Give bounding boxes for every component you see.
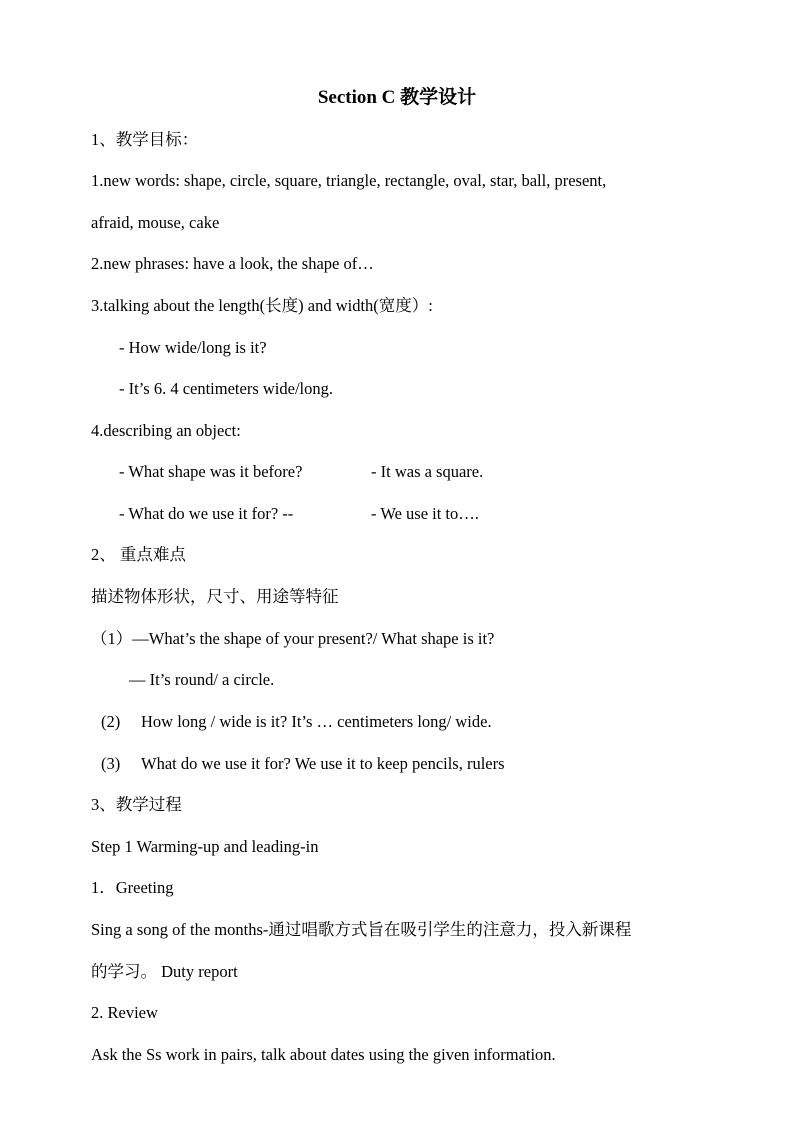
key-point-3-text: What do we use it for? We use it to keep pencils, rulers <box>141 754 505 773</box>
key-points-intro: 描述物体形状，尺寸、用途等特征 <box>91 587 339 606</box>
new-words-line: 1.new words: shape, circle, square, triangle, rectangle, oval, star, ball, present, <box>91 171 607 190</box>
use-answer: - We use it to…. <box>371 504 479 523</box>
page-title: Section C 教学设计 <box>317 87 477 108</box>
use-question: - What do we use it for? -- <box>119 504 294 523</box>
step-1-heading: Step 1 Warming-up and leading-in <box>91 837 319 856</box>
key-point-1-answer: — It’s round/ a circle. <box>129 670 275 689</box>
sing-song-continued: 的学习。 Duty report <box>91 962 238 981</box>
shape-question: - What shape was it before? <box>119 462 303 481</box>
pair-work-line: Ask the Ss work in pairs, talk about dates using the given information. <box>91 1045 556 1064</box>
greeting-line: 1．Greeting <box>91 878 174 897</box>
dialogue-question: - How wide/long is it? <box>119 338 267 357</box>
key-point-3-number: (3) <box>101 754 121 773</box>
new-phrases-line: 2.new phrases: have a look, the shape of… <box>91 254 374 273</box>
key-point-2-number: (2) <box>101 712 121 731</box>
sing-song-line: Sing a song of the months-通过唱歌方式旨在吸引学生的注意力，投入新课程 <box>91 920 632 939</box>
section-2-heading: 2、 重点难点 <box>91 545 186 564</box>
key-point-2-text: How long / wide is it? It’s … centimeters long/ wide. <box>141 712 492 731</box>
dialogue-answer: - It’s 6. 4 centimeters wide/long. <box>119 379 333 398</box>
describing-object-line: 4.describing an object: <box>91 421 241 440</box>
new-words-continued: afraid, mouse, cake <box>91 213 220 232</box>
section-3-heading: 3、教学过程 <box>91 795 182 814</box>
section-1-heading: 1、教学目标： <box>91 130 199 149</box>
talking-about-line: 3.talking about the length(长度) and width(宽度）: <box>91 296 433 315</box>
review-line: 2. Review <box>91 1003 158 1022</box>
shape-answer: - It was a square. <box>371 462 484 481</box>
key-point-1: （1）—What’s the shape of your present?/ What shape is it? <box>91 629 495 648</box>
